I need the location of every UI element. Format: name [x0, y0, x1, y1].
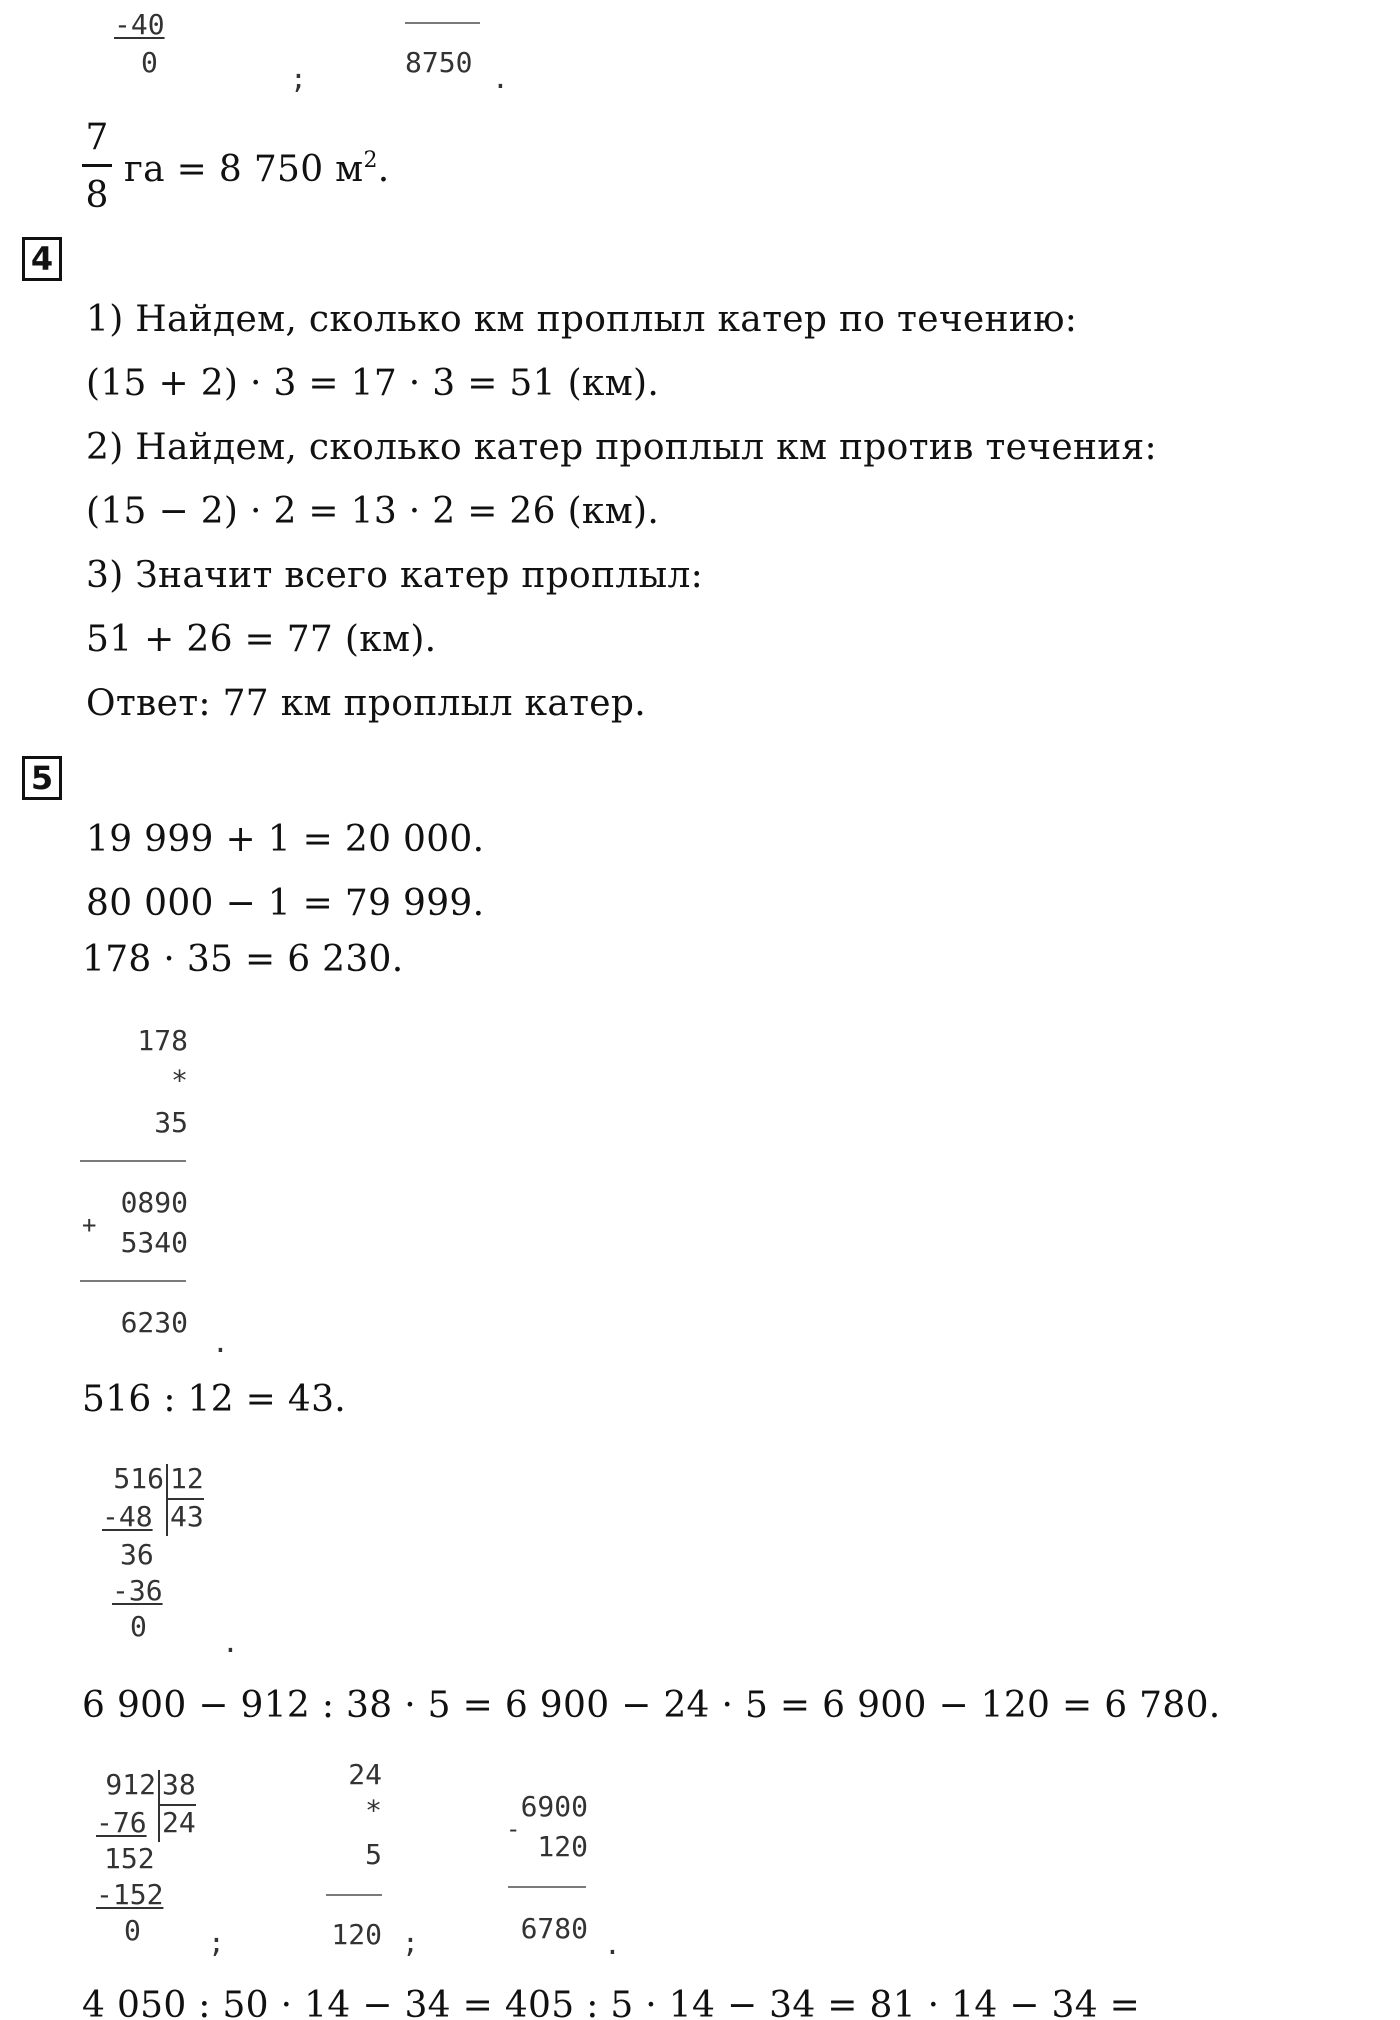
task5-eq-2: 80 000 − 1 = 79 999.	[86, 883, 485, 924]
div1-dividend: 516	[113, 1462, 164, 1495]
div2-quotient: 24	[162, 1806, 196, 1839]
mult2-operator: *	[365, 1794, 382, 1827]
mult1-partial-1: 0890	[120, 1186, 188, 1219]
task-4-number: 4	[22, 237, 62, 281]
mult2-line	[326, 1894, 382, 1896]
square-superscript: 2	[363, 148, 378, 173]
separator-semicolon: ;	[290, 62, 307, 95]
column-result-line	[405, 22, 480, 24]
task4-line-3: 2) Найдем, сколько катер проплыл км против течения:	[86, 427, 1157, 468]
task4-line-5: 3) Значит всего катер проплыл:	[86, 555, 704, 596]
mult2-result: 120	[331, 1918, 382, 1951]
task5-eq-4: 516 : 12 = 43.	[82, 1379, 347, 1420]
div2-step-1: -76	[96, 1806, 147, 1839]
task4-line-4: (15 − 2) · 2 = 13 · 2 = 26 (км).	[86, 491, 660, 532]
div1-vertical-bar	[166, 1464, 168, 1536]
div2-dividend: 912	[105, 1768, 156, 1801]
div1-quotient: 43	[170, 1500, 204, 1533]
sub1-period: .	[604, 1928, 621, 1961]
div1-divisor: 12	[170, 1462, 204, 1495]
mult2-semicolon: ;	[402, 1926, 419, 1959]
task4-answer: Ответ: 77 км проплыл катер.	[86, 683, 647, 724]
mult1-partial-2: 5340	[120, 1226, 188, 1259]
div1-remainder-1: 36	[120, 1538, 154, 1571]
hectare-text: га = 8 750 м	[124, 149, 364, 190]
task5-eq-3: 178 · 35 = 6 230.	[82, 939, 404, 980]
div2-divisor: 38	[162, 1768, 196, 1801]
column-result: 8750	[405, 46, 473, 79]
sub1-line	[508, 1886, 586, 1888]
div2-remainder-1: 152	[104, 1842, 155, 1875]
div1-remainder-2: 0	[130, 1610, 147, 1643]
sub1-top: 6900	[520, 1790, 588, 1823]
task4-line-6: 51 + 26 = 77 (км).	[86, 619, 437, 660]
task5-eq-5: 6 900 − 912 : 38 · 5 = 6 900 − 24 · 5 = 6 900 − 120 = 6 780.	[82, 1685, 1221, 1726]
mult2-bottom: 5	[365, 1838, 382, 1871]
div1-step-1: -48	[102, 1500, 153, 1533]
task-5-number: 5	[22, 756, 62, 800]
div2-semicolon: ;	[208, 1926, 225, 1959]
mult1-result: 6230	[120, 1306, 188, 1339]
div2-remainder-2: 0	[124, 1914, 141, 1947]
fraction-bar	[82, 164, 112, 167]
fraction-denominator: 8	[85, 175, 109, 216]
div1-step-2: -36	[112, 1574, 163, 1607]
mult1-top: 178	[137, 1024, 188, 1057]
task5-eq-1: 19 999 + 1 = 20 000.	[86, 819, 485, 860]
div2-step-2: -152	[96, 1878, 164, 1911]
mult1-operator: *	[171, 1064, 188, 1097]
task4-line-1: 1) Найдем, сколько км проплыл катер по течению:	[86, 299, 1078, 340]
col-div-remainder: 0	[141, 46, 158, 79]
hectare-period: .	[377, 149, 390, 190]
task4-line-2: (15 + 2) · 3 = 17 · 3 = 51 (км).	[86, 363, 660, 404]
hectare-conversion	[124, 148, 390, 192]
mult1-period: .	[212, 1326, 229, 1359]
sub1-bottom: 120	[537, 1830, 588, 1863]
div2-vertical-bar	[158, 1770, 160, 1842]
mult1-line-2	[80, 1280, 186, 1282]
mult1-plus: +	[82, 1211, 97, 1239]
sub1-operator: -	[506, 1815, 521, 1843]
mult2-top: 24	[348, 1758, 382, 1791]
task5-eq-6: 4 050 : 50 · 14 − 34 = 405 : 5 · 14 − 34 = 81 · 14 − 34 =	[82, 1985, 1141, 2020]
div1-period: .	[222, 1626, 239, 1659]
sub1-result: 6780	[520, 1912, 588, 1945]
mult1-line-1	[80, 1160, 186, 1162]
fraction-numerator: 7	[85, 117, 109, 158]
column-period: .	[492, 62, 509, 95]
mult1-bottom: 35	[154, 1106, 188, 1139]
col-div-subtrahend: -40	[114, 8, 165, 41]
